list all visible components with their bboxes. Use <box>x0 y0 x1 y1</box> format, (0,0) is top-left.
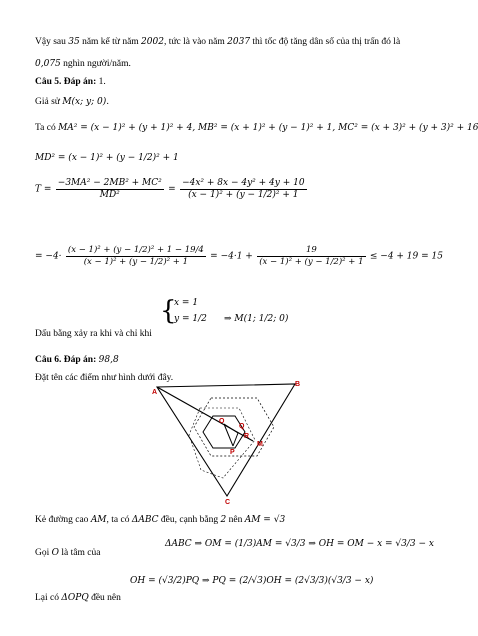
math-expression: OH = (√3/2)PQ ⇒ PQ = (2/√3)OH = (2√3/3)(√3/3 − x) <box>130 576 374 586</box>
answer-label: Đáp án: <box>63 77 97 87</box>
label-q: Q <box>239 423 245 430</box>
ta-co-line <box>35 122 478 134</box>
label-o: O <box>219 418 225 425</box>
triangle-abc <box>157 384 295 496</box>
math-triangle: ΔOPQ <box>61 593 89 603</box>
numerator: 19 <box>257 245 365 257</box>
fraction <box>56 178 164 201</box>
md-line <box>35 152 179 164</box>
math-lhs: T = <box>35 184 52 195</box>
geometry-figure <box>145 380 305 505</box>
text: Đặt tên các điểm như hình dưới đây. <box>35 373 174 383</box>
system-result: ⇒ M(1; 1/2; 0) <box>224 314 289 324</box>
numerator: −4x² + 8x − 4y² + 4y + 10 <box>182 178 305 188</box>
assumption-line <box>35 96 109 108</box>
fraction <box>180 178 306 201</box>
equality-condition-text <box>35 328 152 340</box>
goi-expression <box>165 538 434 550</box>
number-start-year: 2002 <box>141 37 164 47</box>
text: Dấu bằng xảy ra khi và chỉ khi <box>35 329 152 339</box>
text: Giả sử <box>35 97 60 107</box>
label-r: R <box>244 433 250 440</box>
math-prefix: = −4· <box>35 251 62 262</box>
system-eq-2: y = 1/2 <box>174 314 207 324</box>
numerator: (x − 1)² + (y − 1/2)² + 1 − 19/4 <box>67 245 204 255</box>
conclusion-line-1 <box>35 36 400 48</box>
label-m: M <box>257 441 263 448</box>
text: , ta có <box>106 515 130 525</box>
lai-co-expression <box>130 575 373 587</box>
math-triangle: ΔABC <box>131 515 159 525</box>
number-years: 35 <box>68 37 80 47</box>
t-bound-line <box>35 245 443 268</box>
text: năm kể từ năm <box>82 37 139 47</box>
math-mb: , MB² = (x + 1)² + (y − 1)² + 1 <box>192 123 333 133</box>
question-5-heading <box>35 76 106 88</box>
rate-value: 0,075 <box>35 59 61 69</box>
conclusion-line-2 <box>35 58 131 70</box>
text: là tâm của <box>61 548 101 558</box>
math-middle: = −4·1 + <box>210 251 253 262</box>
text: nghìn người/năm. <box>63 59 131 69</box>
question-6-heading <box>35 354 119 366</box>
text: , tức là vào năm <box>163 37 225 47</box>
label-c: C <box>225 499 231 506</box>
altitude-am <box>157 387 253 441</box>
denominator: MD² <box>99 190 120 200</box>
lai-co-line <box>35 592 121 604</box>
denominator: (x − 1)² + (y − 1/2)² + 1 <box>259 257 364 267</box>
number-end-year: 2037 <box>227 37 251 47</box>
goi-line <box>35 547 100 559</box>
label-b: B <box>295 381 301 388</box>
altitude-line <box>35 514 285 526</box>
text: đều nên <box>91 593 121 603</box>
brace: { <box>160 296 177 326</box>
text: nên <box>228 515 243 525</box>
question-label: Câu 6. <box>35 355 62 365</box>
fraction <box>257 245 365 268</box>
text: Lại có <box>35 593 60 603</box>
math-md: MD² = (x − 1)² + (y − 1/2)² + 1 <box>35 153 179 163</box>
math-am-value: AM = √3 <box>244 515 286 525</box>
math-side: 2 <box>220 515 227 525</box>
answer-value: 1. <box>98 77 106 87</box>
denominator: (x − 1)² + (y − 1/2)² + 1 <box>83 257 188 267</box>
equals: = <box>168 184 176 195</box>
fraction <box>66 245 206 268</box>
math-expression: M(x; y; 0). <box>62 97 110 107</box>
text: Gọi <box>35 548 50 558</box>
math-mc: , MC² = (x + 3)² + (y + 3)² + 16 <box>332 123 478 133</box>
numerator: −3MA² − 2MB² + MC² <box>57 178 162 188</box>
text: Ta có <box>35 123 56 133</box>
math-am: AM <box>90 515 107 525</box>
text: Kẻ đường cao <box>35 515 89 525</box>
math-tail: ≤ −4 + 19 = 15 <box>369 251 443 262</box>
system-eq-1: x = 1 <box>174 298 199 308</box>
text: đều, cạnh bằng <box>160 515 219 525</box>
label-a: A <box>152 389 158 396</box>
text: Vậy sau <box>35 37 66 47</box>
text: thì tốc độ tăng dân số của thị trấn đó là <box>252 37 401 47</box>
math-o: O <box>51 548 60 558</box>
math-expression: ΔABC ⇒ OM = (1/3)AM = √3/3 ⇒ OH = OM − x = √3/3 − x <box>165 539 434 549</box>
answer-label: Đáp án: <box>63 355 97 365</box>
label-p: P <box>230 449 235 456</box>
question-label: Câu 5. <box>35 77 62 87</box>
answer-value: 98,8 <box>98 355 119 365</box>
t-expression-line <box>35 178 309 201</box>
denominator: (x − 1)² + (y − 1/2)² + 1 <box>188 190 299 200</box>
math-ma: MA² = (x − 1)² + (y + 1)² + 4 <box>58 123 193 133</box>
